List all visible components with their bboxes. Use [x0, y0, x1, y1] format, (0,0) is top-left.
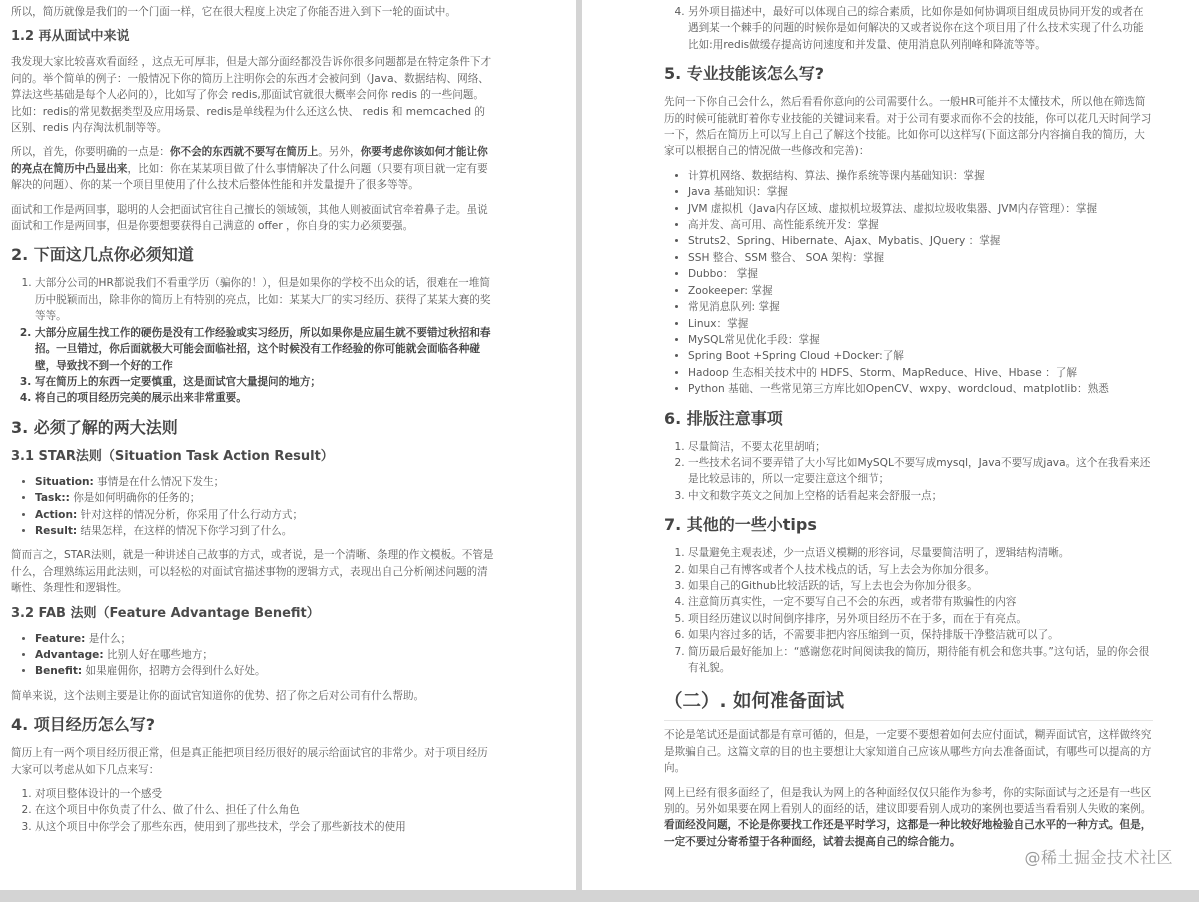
list-item: • 计算机网络、数据结构、算法、操作系统等课内基础知识：掌握 — [688, 168, 1153, 184]
list-item — [35, 523, 494, 539]
list-item: 1. 尽量避免主观表述，少一点语义模糊的形容词，尽量要简洁明了，逻辑结构清晰。 — [688, 545, 1153, 561]
term: Result: — [35, 524, 78, 537]
right-page — [582, 0, 1199, 890]
section-3-heading: 3. 必须了解的两大法则 — [11, 417, 178, 437]
list-item: • Java 基础知识：掌握 — [688, 184, 1153, 200]
section-3-2-heading: 3.2 FAB 法则（Feature Advantage Benefit） — [11, 605, 320, 621]
emphasis-text: 你不会的东西就不要写在简历上 — [169, 146, 319, 159]
section-1-2-paragraph-2 — [11, 144, 494, 193]
list-item: 3. 写在简历上的东西一定要慎重，这是面试官大量提问的地方； — [35, 374, 494, 390]
list-item: 4. 注意简历真实性，一定不要写自己不会的东西，或者带有欺骗性的内容 — [688, 594, 1153, 610]
list-item — [35, 631, 494, 647]
section-6-heading: 6. 排版注意事项 — [664, 408, 783, 428]
list-item: 3. 如果自己的Github比较活跃的话，写上去也会为你加分很多。 — [688, 578, 1153, 594]
list-item: • Python 基础、一些常见第三方库比如OpenCV、wxpy、wordcloud、matplotlib：熟悉 — [688, 381, 1153, 397]
section-1-2-paragraph-1: 我发现大家比较喜欢看面经 ，这点无可厚非，但是大部分面经都没告诉你很多问题都是在特定条件下才问的。举个简单的例子：一般情况下你的简历上注明你会的东西才会被问到（Java、数据结构、网络、算法这些基础是每个人必问的），比如写了你会 redis,那面试官就很大概率会问你 redis 的一些问题。比如：redis的常见数据类型及应用场景、redis是单线程为什么还这么快、 redis 和 memcached 的区别、redis 内存淘汰机制等等。 — [11, 56, 492, 135]
watermark: @稀土掘金技术社区 — [1024, 848, 1173, 867]
text-run: 所以，首先，你要明确的一点是： — [11, 146, 170, 159]
list-item: 4. 另外项目描述中，最好可以体现自己的综合素质，比如你是如何协调项目组成员协同开发的或者在遇到某一个棘手的问题的时候你是如何解决的又或者说你在这个项目用了什么技术实现了什么功能比如:用redis做缓存提高访问速度和并发量、使用消息队列削峰和降流等等。 — [688, 4, 1153, 53]
list-item: 3. 从这个项目中你学会了那些东西，使用到了那些技术，学会了那些新技术的使用 — [35, 819, 494, 835]
term: Advantage: — [35, 648, 104, 661]
term: Action: — [35, 508, 78, 521]
description: 比别人好在哪些地方； — [103, 648, 213, 661]
list-item: 1. 大部分公司的HR都说我们不看重学历（骗你的！），但是如果你的学校不出众的话，很难在一堆简历中脱颖而出，除非你的简历上有特别的亮点，比如：某某大厂的实习经历、获得了某某大赛的奖等等。 — [35, 275, 494, 324]
list-item — [35, 474, 494, 490]
section-4-list-continued — [664, 4, 1153, 53]
star-summary: 简而言之，STAR法则，就是一种讲述自己故事的方式，或者说，是一个清晰、条理的作文模板。不管是什么，合理熟练运用此法则，可以轻松的对面试官描述事物的逻辑方式，表现出自己分析阐述问题的清晰性、条理性和逻辑性。 — [11, 549, 494, 595]
list-item: • 高并发、高可用、高性能系统开发：掌握 — [688, 217, 1153, 233]
section-7-list — [664, 545, 1153, 676]
left-page — [0, 0, 576, 890]
section-7-heading: 7. 其他的一些小tips — [664, 515, 817, 535]
section-4-heading: 4. 项目经历怎么写? — [11, 715, 156, 735]
section-2-list — [11, 275, 494, 406]
section-5-heading: 5. 专业技能该怎么写? — [664, 64, 825, 84]
skills-list — [664, 168, 1153, 398]
list-item: 7. 简历最后最好能加上：“感谢您花时间阅读我的简历，期待能有机会和您共事。”这句话，显的你会很有礼貌。 — [688, 644, 1153, 677]
section-3-1-heading: 3.1 STAR法则（Situation Task Action Result） — [11, 448, 334, 464]
emphasis-text: 你要考虑你该如何才能让你的亮点在简历中凸显出来 — [11, 146, 488, 175]
section-1-2-heading: 1.2 再从面试中来说 — [11, 29, 130, 45]
text-run: 网上已经有很多面经了，但是我认为网上的各种面经仅仅只能作为参考，你的实际面试与之还是有一些区别的。另外如果要在网上看别人的面经的话，建议即要看别人成功的案例也要适当看看别人失败的案例。 — [664, 786, 1152, 816]
list-item: • Struts2、Spring、Hibernate、Ajax、Mybatis、JQuery ：掌握 — [688, 233, 1153, 249]
list-item: 3. 中文和数字英文之间加上空格的话看起来会舒服一点； — [688, 488, 1153, 504]
description: 事情是在什么情况下发生； — [93, 475, 225, 488]
section-6-list — [664, 439, 1153, 505]
list-item: 2. 一些技术名词不要弄错了大小写比如MySQL不要写成mysql，Java不要写成java。这个在我看来还是比较忌讳的，所以一定要注意这个细节； — [688, 455, 1153, 488]
section-2-heading: 2. 下面这几点你必须知道 — [11, 245, 194, 265]
section-1-2-paragraph-3: 面试和工作是两回事，聪明的人会把面试官往自己擅长的领域领，其他人则被面试官牵着鼻子走。虽说面试和工作是两回事，但是你要想要获得自己满意的 offer ，你自身的实力必须要强。 — [11, 203, 488, 233]
list-item: 1. 尽量简洁，不要太花里胡哨； — [688, 439, 1153, 455]
list-item: • 常见消息队列: 掌握 — [688, 299, 1153, 315]
fab-list — [11, 631, 494, 680]
section-4-paragraph: 简历上有一两个项目经历很正常，但是真正能把项目经历很好的展示给面试官的非常少。对于项目经历大家可以考虑从如下几点来写： — [11, 747, 488, 776]
term: Situation: — [35, 475, 94, 488]
description: 你是如何明确你的任务的； — [69, 492, 201, 505]
list-item — [35, 490, 494, 506]
list-item: 4. 将自己的项目经历完美的展示出来非常重要。 — [35, 390, 494, 406]
part-2-paragraph-2 — [664, 785, 1153, 851]
text-run: 。另外， — [318, 146, 361, 159]
part-2-heading: （二）. 如何准备面试 — [664, 690, 1153, 721]
list-item — [35, 507, 494, 523]
fab-summary: 简单来说，这个法则主要是让你的面试官知道你的优势、招了你之后对公司有什么帮助。 — [11, 689, 425, 702]
description: 如果雇佣你，招聘方会得到什么好处。 — [82, 665, 266, 678]
list-item: • Dubbo： 掌握 — [688, 266, 1153, 282]
list-item: • Zookeeper: 掌握 — [688, 283, 1153, 299]
description: 针对这样的情况分析，你采用了什么行动方式； — [77, 508, 304, 521]
list-item: • SSH 整合、SSM 整合、 SOA 架构：掌握 — [688, 250, 1153, 266]
list-item: 5. 项目经历建议以时间倒序排序，另外项目经历不在于多，而在于有亮点。 — [688, 611, 1153, 627]
section-4-list — [11, 786, 494, 835]
list-item: 2. 如果自己有博客或者个人技术栈点的话，写上去会为你加分很多。 — [688, 562, 1153, 578]
list-item: • MySQL常见优化手段：掌握 — [688, 332, 1153, 348]
emphasis-text: 看面经没问题，不论是你要找工作还是平时学习，这都是一种比较好地检验自己水平的一种方式。但是，一定不要过分寄希望于各种面经，试着去提高自己的综合能力。 — [664, 819, 1152, 848]
section-5-paragraph: 先问一下你自己会什么，然后看看你意向的公司需要什么。一般HR可能并不太懂技术，所以他在筛选简历的时候可能就盯着你专业技能的关键词来看。对于公司有要求而你不会的技能，你可以花几天时间学习一下，然后在简历上可以写上自己了解这个技能。比如你可以这样写(下面这部分内容摘自我的简历，大家可以根据自己的情况做一些修改和完善)： — [664, 96, 1152, 158]
list-item: • Linux：掌握 — [688, 316, 1153, 332]
list-item — [35, 663, 494, 679]
list-item: • Spring Boot +Spring Cloud +Docker:了解 — [688, 348, 1153, 364]
list-item: 2. 在这个项目中你负责了什么、做了什么、担任了什么角色 — [35, 802, 494, 818]
term: Benefit: — [35, 665, 83, 678]
intro-paragraph: 所以，简历就像是我们的一个门面一样，它在很大程度上决定了你能否进入到下一轮的面试中。 — [11, 6, 456, 18]
term: Feature: — [35, 632, 86, 645]
list-item — [35, 647, 494, 663]
list-item: • Hadoop 生态相关技术中的 HDFS、Storm、MapReduce、Hive、Hbase ：了解 — [688, 365, 1153, 381]
description: 结果怎样，在这样的情况下你学习到了什么。 — [77, 524, 293, 537]
text-run: ，比如：你在某某项目做了什么事情解决了什么问题（只要有项目就一定有要解决的问题）、你的某一个项目里使用了什么技术后整体性能和并发量提升了很多等等。 — [11, 162, 488, 192]
list-item: 6. 如果内容过多的话，不需要非把内容压缩到一页，保持排版干净整洁就可以了。 — [688, 627, 1153, 643]
list-item: • JVM 虚拟机（Java内存区域、虚拟机垃圾算法、虚拟垃圾收集器、JVM内存管理）：掌握 — [688, 201, 1153, 217]
part-2-paragraph-1: 不论是笔试还是面试都是有章可循的，但是，一定要不要想着如何去应付面试，糊弄面试官，这样做终究是欺骗自己。这篇文章的目的也主要想让大家知道自己应该从哪些方向去准备面试，有哪些可以提高的方向。 — [664, 729, 1152, 775]
list-item: 2. 大部分应届生找工作的硬伤是没有工作经验或实习经历，所以如果你是应届生就不要错过秋招和春招。一旦错过，你后面就极大可能会面临社招，这个时候没有工作经验的你可能就会面临各种碰壁，导致找不到一个好的工作 — [35, 325, 494, 374]
list-item: 1. 对项目整体设计的一个感受 — [35, 786, 494, 802]
term: Task:: — [35, 492, 70, 505]
star-list — [11, 474, 494, 540]
description: 是什么； — [85, 632, 132, 645]
